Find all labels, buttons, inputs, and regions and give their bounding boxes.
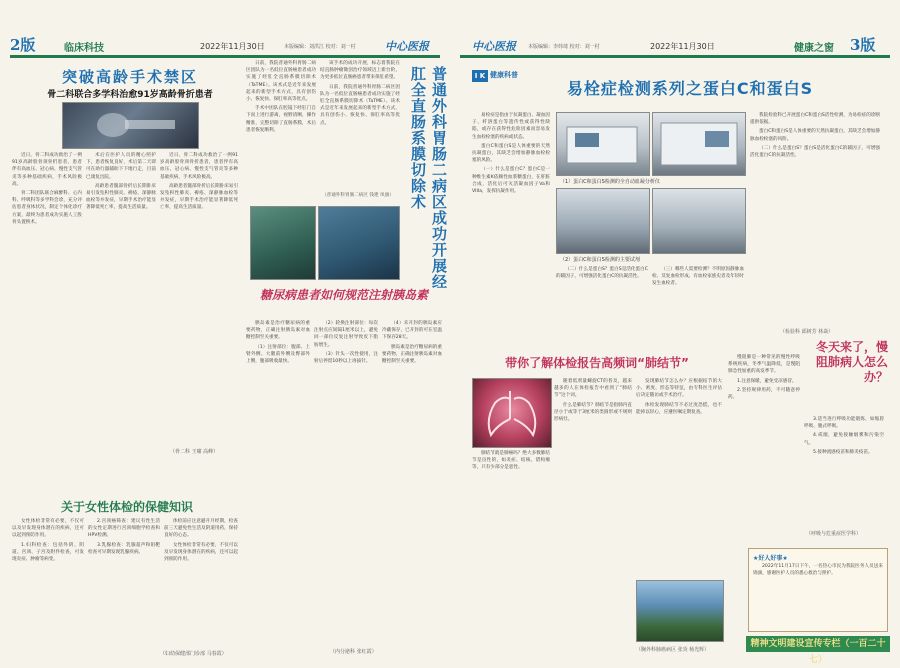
- sidebox-byline: （呼吸与危重症医学科）: [806, 531, 862, 537]
- article2-title: 关于女性体检的保健知识: [60, 500, 193, 514]
- surgery-team-photo-1: [250, 206, 316, 280]
- article4-byline: （内分泌科 张红霞）: [330, 649, 377, 655]
- sidebox-col2: 3.适当进行呼吸功能锻炼，如缩唇呼吸、腹式呼吸。 4.戒烟，避免接触烟雾和污染空气。 5.接种流感疫苗和肺炎疫苗。: [804, 417, 884, 455]
- article2-title: 带你了解体检报告高频词“肺结节”: [505, 356, 689, 370]
- article2-col1: 女性体检非常有必要，不仅可以及早发现身体潜在的疾病，还可以起到预防作用。 1.妇科检查：包括外阴、阴道、宫颈、子宫及附件检查，可发现炎症、肿瘤等病变。: [12, 519, 84, 563]
- article3-byline: （普通外科胃肠二病区 钱建 凤旗）: [322, 193, 394, 198]
- right-page-number: 3版: [850, 36, 876, 54]
- reagent-photo-1: [556, 188, 650, 254]
- analyzer-illustration-1: [557, 113, 649, 175]
- photo-caption-1: （1）蛋白C和蛋白S检测的全自动血凝分析仪: [560, 179, 660, 185]
- article1-col3: 近日，骨二科成功救治了一例91岁高龄股骨颈骨折患者，患者伴有高血压、冠心病、慢性支气管炎等多种基础疾病，手术风险极高。 高龄患者髋部骨折后长期卧床易引发坠积性肺炎、褥疮、深静脉血栓等并发症，早期手术治疗能显著降低死亡率，提高生活质量。: [160, 153, 238, 211]
- article2-col3: 体检前应注意避开月经期，检查前三天避免性生活及阴道用药，保持良好的心态。 女性体检非常有必要，不仅可以及早发现身体潜在的疾病，还可以起到预防作用。: [164, 519, 238, 563]
- right-article2-col1: 随着低剂量螺旋CT的普及，越来越多的人在体检报告中看到了“肺结节”这个词。 什么是肺结节？肺结节是指肺内直径小于或等于3厘米的类圆形或不规则形病灶。: [554, 379, 632, 423]
- badge-label: 健康科普: [490, 71, 518, 79]
- hospital-building-photo: [636, 580, 724, 642]
- photo-caption-2: （2）蛋白C和蛋白S检测的主要试剂: [560, 257, 640, 263]
- right-article1-byline: （检验科 邱树芳 林焱）: [780, 329, 834, 335]
- surgery-team-photo-2: [318, 206, 400, 280]
- right-article1-col2: （二）什么是蛋白S？蛋白S是活化蛋白C的辅因子，可增强活化蛋白C的抗凝活性。: [556, 267, 648, 280]
- article4-col1: 胰岛素是治疗糖尿病的重要药物，正确注射胰岛素对血糖控制至关重要。 （1）注射部位：腹部、上臂外侧、大腿前外侧及臀部外上侧，腹部吸收最快。: [246, 321, 310, 365]
- analyzer-illustration-2: [653, 113, 745, 175]
- left-date: 2022年11月30日: [200, 42, 265, 51]
- right-article2-col0: 肺结节就是肺癌吗？绝大多数肺结节是良性的，如炎症、结核、错构瘤等，只有少部分是恶性。: [472, 451, 550, 471]
- right-article2-col2: 发现肺结节怎么办？应根据结节的大小、密度、形态等特征，由专科医生评估后决定随访或手术治疗。 体检发现肺结节不必过度恐慌，也不能掉以轻心，应遵医嘱定期复查。: [636, 379, 722, 415]
- good-news-text: 2022年11月17日下午，一名热心市民为我院医务人员送来锦旗，感谢医护人员的悉心救治与照护。: [753, 564, 883, 577]
- lung-icon: [473, 379, 551, 447]
- right-article1-col1: 易栓症是指由于抗凝蛋白、凝血因子、纤溶蛋白等遗传性或获得性缺陷，或存在获得性危险因素而容易发生血栓栓塞的疾病或状态。 蛋白C和蛋白S是人体重要的天然抗凝蛋白，其缺乏会增加静脉血栓栓塞的风险。 （一）什么是蛋白C？蛋白C是一种维生素K依赖性血浆糖蛋白，在肝脏合成，活化后可灭活凝血因子Va和VIIIa，发挥抗凝作用。: [472, 113, 550, 195]
- right-article1-col4: 我院检验科已开展蛋白C和蛋白S活性检测，为易栓症的诊断提供依据。 蛋白C和蛋白S是人体重要的天然抗凝蛋白，其缺乏会增加静脉血栓栓塞的风险。 （二）什么是蛋白S？蛋白S是活化蛋白C的辅因子，可增强活化蛋白C的抗凝活性。: [750, 113, 880, 159]
- right-masthead: 中心医报: [472, 40, 516, 53]
- left-masthead: 中心医报: [385, 40, 429, 53]
- left-section-title: 临床科技: [64, 43, 104, 54]
- left-page-number: 2版: [10, 36, 36, 54]
- analyzer-photo-2: [652, 112, 746, 176]
- article3-col1: 日前，我院普通外科胃肠二病区团队为一名低位直肠癌患者成功实施了经肛全直肠系膜切除术（TaTME）。该术式是近年来发展起来的新型手术方式，具有创伤小、恢复快、保肛率高等优点。 手术中团队在腔镜下经肛门自下而上进行游离，视野清晰，操作精准，完整切除了直肠系膜，术后患者恢复顺利。: [246, 61, 316, 133]
- civilization-footer-banner: 精神文明建设宣传专栏（一百二十七）: [746, 636, 890, 652]
- left-editor-meta: 本版编辑：刘洪江 校对：刘一村: [284, 44, 356, 50]
- article1-col2: 术后在医护人员的精心照护下，患者恢复良好，术后第二天即可在助行器辅助下下地行走，目前已康复出院。 高龄患者髋部骨折后长期卧床易引发坠积性肺炎、褥疮、深静脉血栓等并发症，早期手术治疗能显著降低死亡率，提高生活质量。: [86, 153, 156, 211]
- article4-col3: （4）未开封的胰岛素应冷藏保存，已开封的可在室温下保存28天。 胰岛素是治疗糖尿病的重要药物，正确注射胰岛素对血糖控制至关重要。: [382, 321, 442, 365]
- article1-col1: 近日，骨二科成功救治了一例91岁高龄股骨颈骨折患者，患者伴有高血压、冠心病、慢性支气管炎等多种基础疾病，手术风险极高。 骨二科团队联合麻醉科、心内科、呼吸科等多学科会诊，充分评估患者身体状况，制定个体化诊疗方案，最终为患者成功实施人工股骨头置换术。: [12, 153, 82, 225]
- surgery-xray-photo: [62, 102, 199, 149]
- reagent-photo-2: [652, 188, 746, 254]
- good-news-label: ★好人好事★: [753, 555, 788, 562]
- right-page: [450, 0, 900, 668]
- article3-vertical-title: 普通外科胃肠二病区成功开展经肛全直肠系膜切除术: [409, 66, 448, 290]
- article3-col2: 该手术的成功开展，标志着我院在结直肠肿瘤微创治疗领域迈上新台阶，为更多低位直肠癌患者带来保肛希望。 日前，我院普通外科胃肠二病区团队为一名低位直肠癌患者成功实施了经肛全直肠系膜切除术（TaTME）。该术式是近年来发展起来的新型手术方式，具有创伤小、恢复快、保肛率高等优点。: [320, 61, 400, 126]
- xray-illustration: [63, 103, 198, 148]
- lung-illustration: [472, 378, 552, 448]
- article-title: 易栓症检测系列之蛋白C和蛋白S: [566, 79, 814, 98]
- article2-col2: 2.宫颈癌筛查：建议有性生活的女性定期进行宫颈细胞学检查和HPV检测。 3.乳腺检查：乳腺超声和钼靶检查可早期发现乳腺疾病。: [88, 519, 160, 555]
- article-title: 突破高龄手术禁区: [61, 68, 198, 86]
- analyzer-photo-1: [556, 112, 650, 176]
- right-editor-meta: 本版编辑：李炜琦 校对：刘一村: [528, 44, 600, 50]
- article4-title: 糖尿病患者如何规范注射胰岛素: [259, 288, 428, 302]
- article1-byline: （骨二科 王啸 高峰）: [170, 449, 219, 455]
- article-subtitle: 骨二科联合多学科治愈91岁高龄骨折患者: [47, 90, 213, 100]
- article2-byline: （妇幼保健部门诊部 马春霞）: [160, 651, 227, 657]
- right-article1-col3: （三）哪些人需要检测？不明原因静脉血栓、反复血栓形成、有血栓家族史者及年轻时发生血栓者。: [652, 267, 744, 287]
- ik-badge-icon: I K: [472, 70, 488, 82]
- right-date: 2022年11月30日: [650, 42, 715, 51]
- sidebox-col1: 慢阻肺是一种常见的慢性呼吸系统疾病，冬季气温降低，是慢阻肺急性加重的高发季节。 1.注意保暖，避免受凉感冒。 2.坚持规律用药，不可随意停药。: [728, 355, 800, 401]
- right-article2-byline: （胸外科肺癌病区 张炎 杨光辉）: [636, 647, 710, 653]
- good-news-box: [748, 548, 888, 632]
- article4-col2: （2）轮换注射部位：每次注射点应间隔1厘米以上，避免同一部位反复注射导致皮下脂肪增生。 （3）针头一次性使用，注射后停留10秒以上再拔针。: [314, 321, 378, 365]
- right-section-title: 健康之窗: [794, 43, 834, 54]
- sidebox-title: 冬天来了，慢阻肺病人怎么办？: [815, 340, 888, 384]
